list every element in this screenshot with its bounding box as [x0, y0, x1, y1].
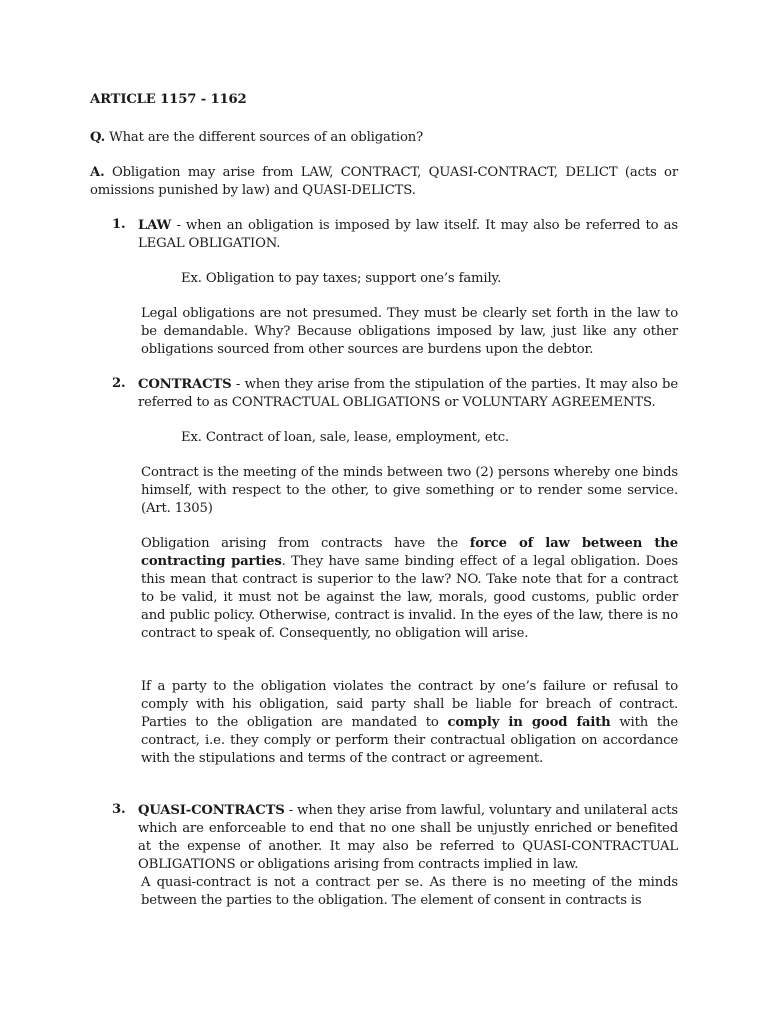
text-run: with the contract, i.e. they comply or perform their contractual obligation on accordance with the stipulations and terms of the contract or agreement. — [141, 715, 678, 766]
quasi-contracts-paragraph-1: A quasi-contract is not a contract per se. As there is no meeting of the minds between the parties to the obligation. The element of consent in contracts is — [141, 875, 678, 908]
list-item-quasi-contracts — [112, 802, 678, 910]
contracts-paragraph-3 — [141, 678, 678, 768]
list-item-number: 2. — [112, 376, 126, 391]
question — [90, 129, 678, 147]
contracts-paragraph-2 — [141, 535, 678, 643]
text-run: . They have same binding effect of a legal obligation. Does this mean that contract is superior to the law? NO. Take note that for a contract to be valid, it must not be against the law, morals, good customs, public order and public policy. Otherwise, contract is invalid. In the eyes of the law, there is no contract to speak of. Consequently, no obligation will arise. — [141, 554, 678, 641]
contracts-example: Ex. Contract of loan, sale, lease, employment, etc. — [181, 430, 509, 445]
quasi-contracts-definition-text: - when they arise from lawful, voluntary and unilateral acts which are enforceable to end that no one shall be unjustly enriched or benefited at the expense of another. It may also be referred to QUASI-CONTRACTUAL OBLIGATIONS or obligations arising from contracts implied in law. — [138, 803, 678, 872]
quasi-contracts-definition — [138, 802, 678, 874]
contracts-paragraph-1: Contract is the meeting of the minds between two (2) persons whereby one binds himself, with respect to the other, to give something or to render some service.(Art. 1305) — [141, 465, 678, 516]
question-label: Q. — [90, 130, 106, 145]
answer-label: A. — [90, 165, 105, 180]
answer-text: Obligation may arise from LAW, CONTRACT, QUASI-CONTRACT, DELICT (acts or omissions punished by law) and QUASI-DELICTS. — [90, 165, 678, 198]
contracts-definition — [138, 376, 678, 412]
contracts-definition-text: - when they arise from the stipulation of the parties. It may also be referred to as CONTRACTUAL OBLIGATIONS or VOLUNTARY AGREEMENTS. — [138, 377, 678, 410]
law-example: Ex. Obligation to pay taxes; support one’s family. — [181, 271, 502, 286]
quasi-contracts-heading: QUASI-CONTRACTS — [138, 803, 285, 818]
contracts-heading: CONTRACTS — [138, 377, 232, 392]
law-definition — [138, 217, 678, 253]
text-run: Obligation arising from contracts have the — [141, 536, 470, 551]
list-item-contracts — [112, 376, 678, 768]
law-paragraph: Legal obligations are not presumed. They must be clearly set forth in the law to be demandable. Why? Because obligations imposed by law, just like any other obligations sourced from other sources are burdens upon the debtor. — [141, 306, 678, 357]
list-item-number: 1. — [112, 217, 126, 232]
bold-text-run: force of law between the contracting parties — [141, 536, 678, 569]
list-item-law — [112, 217, 678, 359]
law-heading: LAW — [138, 218, 172, 233]
law-definition-text: - when an obligation is imposed by law itself. It may also be referred to as LEGAL OBLIGATION. — [138, 218, 678, 251]
article-title: ARTICLE 1157 - 1162 — [90, 92, 247, 107]
bold-text-run: comply in good faith — [447, 715, 611, 730]
document-page — [90, 91, 678, 910]
question-text: What are the different sources of an obligation? — [105, 130, 423, 145]
text-run: If a party to the obligation violates the contract by one’s failure or refusal to comply with his obligation, said party shall be liable for breach of contract. Parties to the obligation are mandated to — [141, 679, 678, 730]
list-item-number: 3. — [112, 802, 126, 817]
answer — [90, 164, 678, 200]
